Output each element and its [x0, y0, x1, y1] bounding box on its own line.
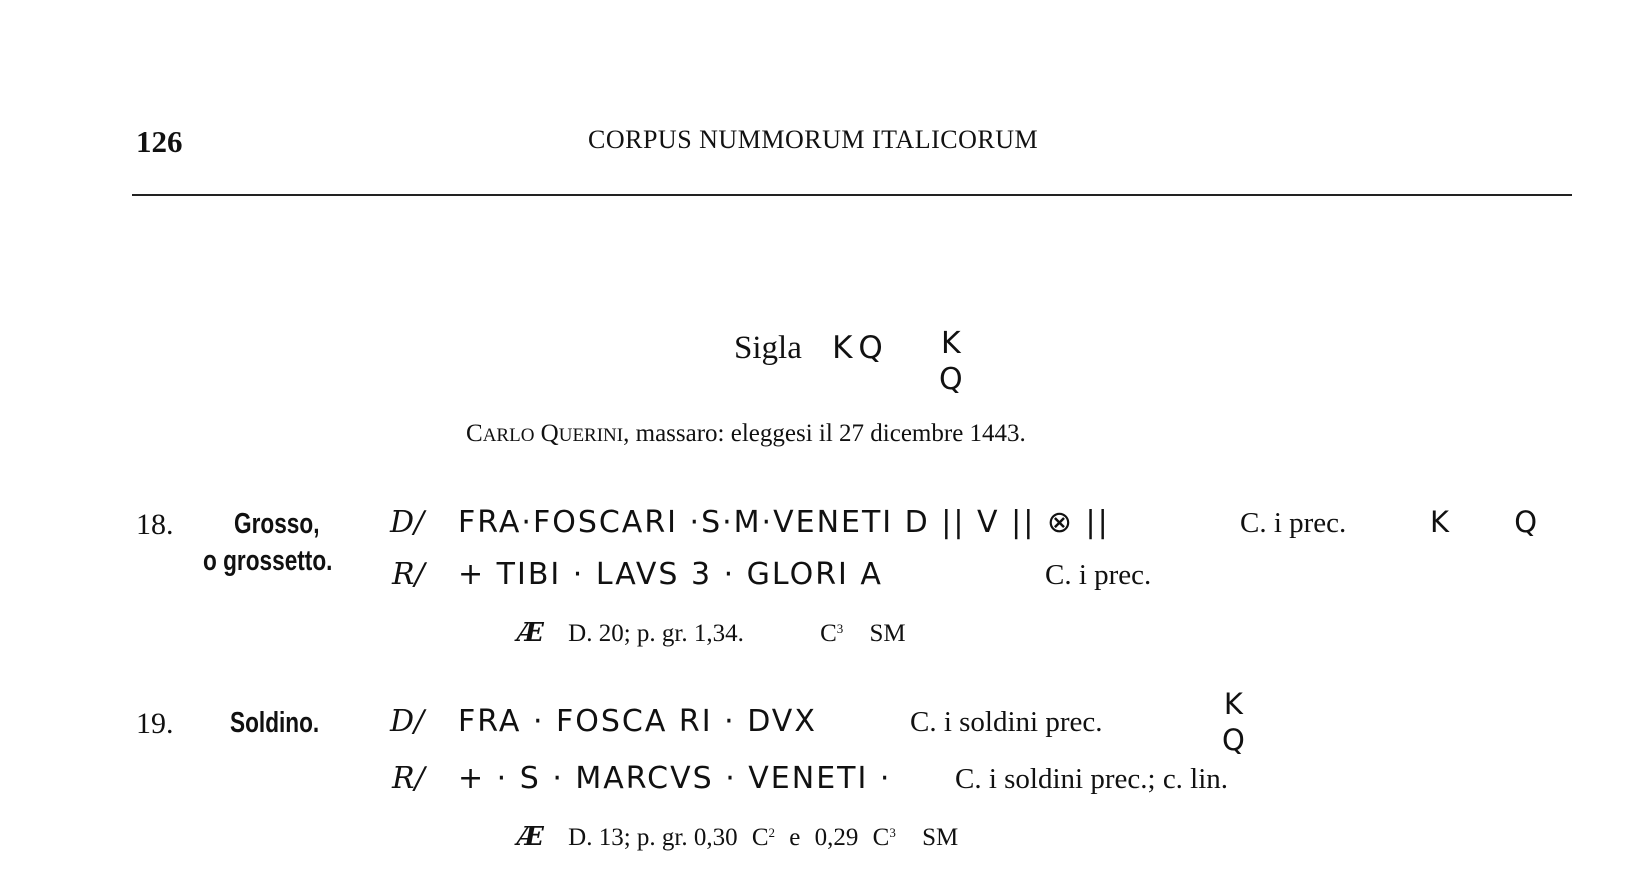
sigla-stack-top: K	[940, 326, 961, 361]
entry-name: Grosso,	[234, 508, 320, 540]
running-title: CORPUS NUMMORUM ITALICORUM	[588, 125, 1039, 154]
conjunction: e	[789, 824, 801, 851]
sigla-stack-bottom: Q	[939, 362, 963, 397]
header-rule	[132, 194, 1572, 196]
official-first-rest: ARLO	[482, 425, 535, 446]
reverse-description: C. i prec.	[1045, 559, 1152, 591]
reverse-description: C. i soldini prec.; c. lin.	[955, 763, 1229, 795]
weight-diameter: D. 13; p. gr. 0,30	[568, 824, 738, 851]
sigla-label: Sigla	[734, 330, 802, 366]
sigla-stacked-mark	[939, 326, 963, 398]
reverse-symbol: R/	[392, 557, 425, 592]
weight-b: 0,29	[814, 824, 859, 851]
stack-bottom: Q	[1222, 723, 1245, 757]
obverse-stacked-mark	[1222, 686, 1245, 758]
metal-symbol: Æ	[517, 822, 544, 852]
official-last-initial: Q	[540, 420, 559, 447]
obverse-symbol: D/	[390, 505, 425, 540]
obverse-legend: FRA · FOSCA RI · DVX	[458, 704, 817, 739]
entry-details	[517, 618, 906, 648]
official-description: , massaro: eleggesi il 27 dicembre 1443.	[623, 420, 1026, 447]
entry-name: Soldino.	[230, 707, 320, 739]
collection: SM	[922, 824, 959, 851]
rarity-b: $C^3$	[872, 824, 896, 851]
obverse-legend: FRA·FOSCARI ·S·M·VENETI D || V || ⊗ ||	[458, 505, 1110, 540]
reverse-legend: + TIBI · LAVS 3 · GLORI A	[458, 557, 883, 592]
entry-number: 19.	[136, 707, 174, 740]
rarity: $C^3$	[820, 620, 844, 647]
rarity-a: $C^2$	[751, 824, 776, 851]
official-first-initial: C	[466, 420, 483, 447]
official-line	[466, 420, 1026, 448]
entry-details	[517, 822, 958, 852]
reverse-legend: + · S · MARCVS · VENETI ·	[458, 761, 892, 796]
obverse-mark: K Q	[1430, 505, 1566, 539]
metal-symbol: Æ	[517, 618, 544, 648]
obverse-symbol: D/	[390, 704, 425, 739]
collection: SM	[869, 620, 906, 647]
reverse-symbol: R/	[392, 761, 425, 796]
entry-name-alt: o grossetto.	[203, 545, 333, 577]
entry-number: 18.	[136, 508, 174, 541]
sigla-heading	[734, 330, 889, 367]
official-last-rest: UERINI	[558, 425, 624, 446]
obverse-description: C. i soldini prec.	[910, 706, 1103, 738]
obverse-description: C. i prec.	[1240, 507, 1347, 539]
page-number: 126	[136, 124, 183, 159]
weight-diameter: D. 20; p. gr. 1,34.	[568, 620, 744, 647]
sigla-mark: KQ	[832, 330, 889, 366]
stack-top: K	[1223, 687, 1243, 721]
